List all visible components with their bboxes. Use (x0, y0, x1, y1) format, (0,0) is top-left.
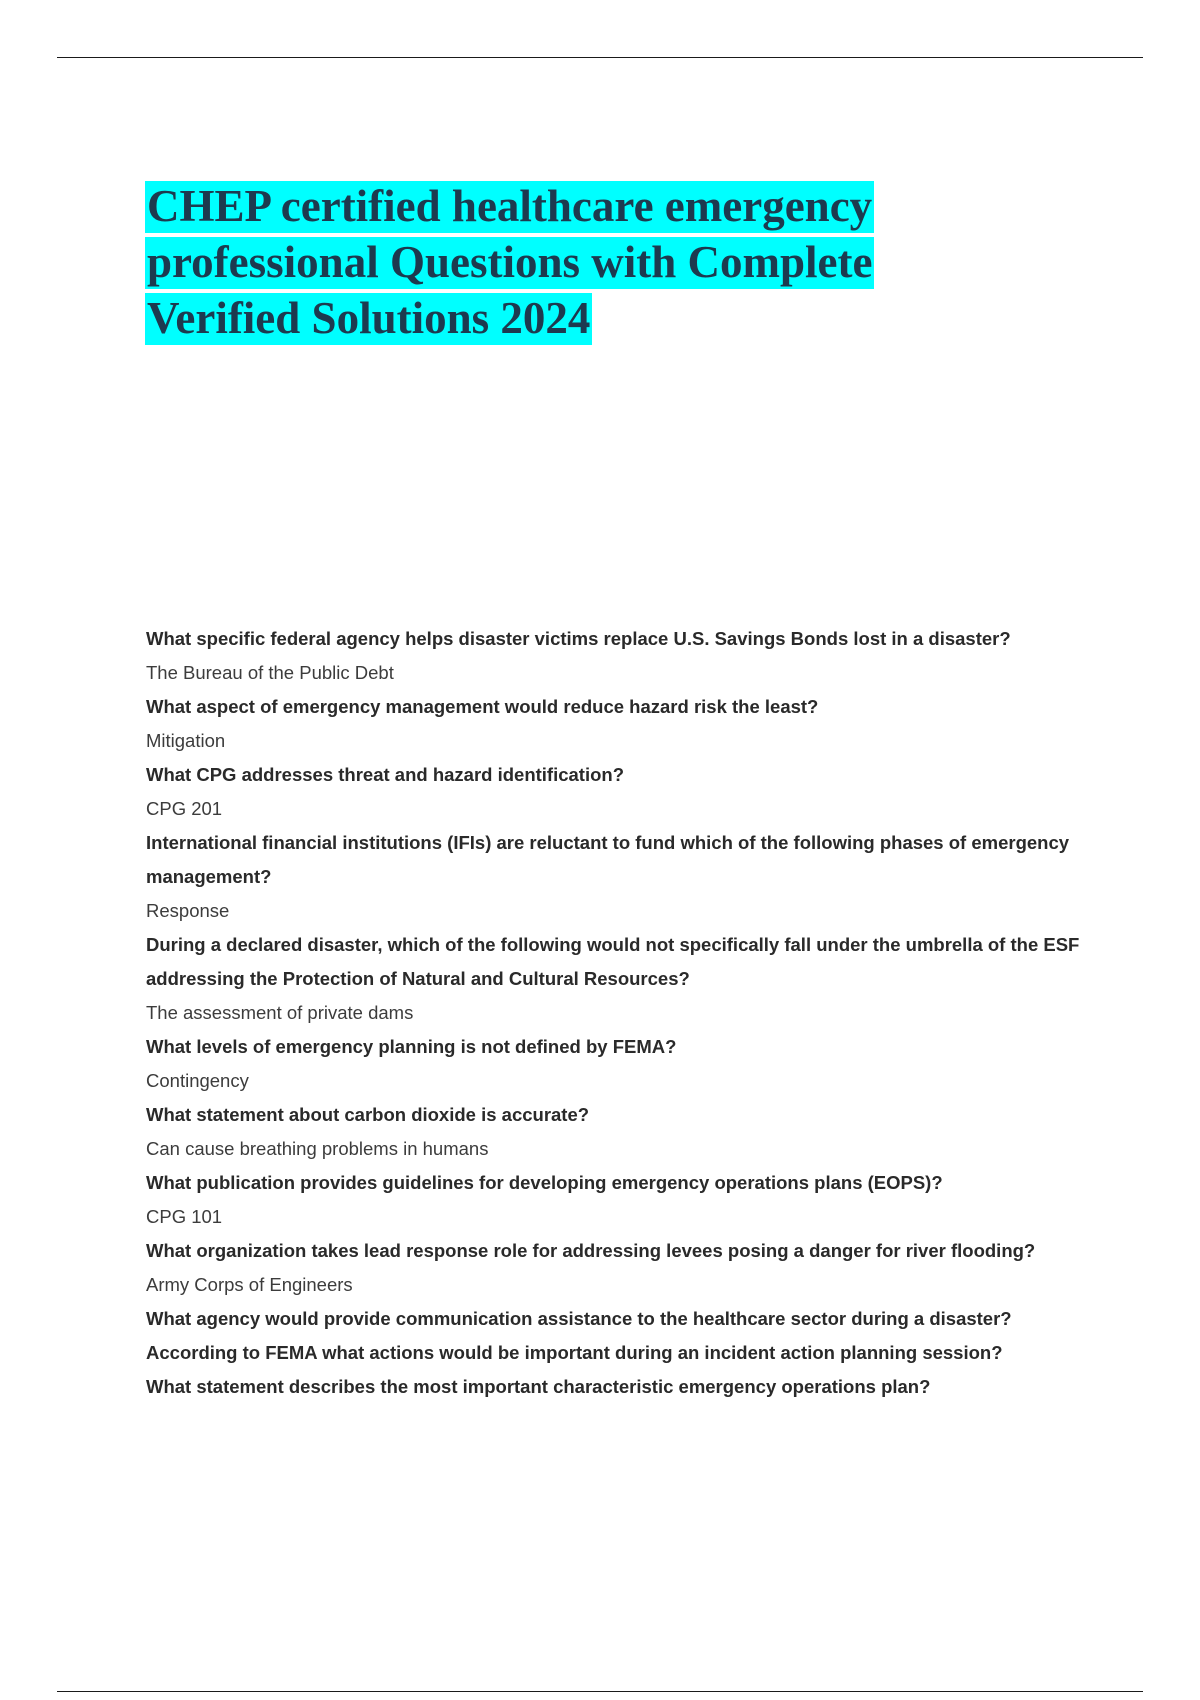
title-highlight: CHEP certified healthcare emergency professional Questions with Complete Verified Solutions 2024 (147, 181, 873, 343)
title-block (145, 178, 965, 346)
answer-8: CPG 101 (146, 1206, 223, 1227)
bottom-rule (57, 1691, 1143, 1692)
qa-list (146, 622, 1106, 1404)
question-11: According to FEMA what actions would be important during an incident action planning session? (146, 1342, 1003, 1363)
question-7: What statement about carbon dioxide is accurate? (146, 1104, 590, 1125)
document-title (145, 178, 965, 346)
question-6: What levels of emergency planning is not defined by FEMA? (146, 1036, 677, 1057)
question-5: During a declared disaster, which of the following would not specifically fall under the umbrella of the ESF addressing the Protection of Natural and Cultural Resources? (146, 934, 1080, 989)
top-rule (57, 57, 1143, 58)
question-12: What statement describes the most important characteristic emergency operations plan? (146, 1376, 931, 1397)
question-3: What CPG addresses threat and hazard identification? (146, 764, 625, 785)
answer-4: Response (146, 900, 230, 921)
answer-6: Contingency (146, 1070, 249, 1091)
answer-5: The assessment of private dams (146, 1002, 414, 1023)
question-8: What publication provides guidelines for developing emergency operations plans (EOPS)? (146, 1172, 943, 1193)
answer-7: Can cause breathing problems in humans (146, 1138, 489, 1159)
question-2: What aspect of emergency management would reduce hazard risk the least? (146, 696, 819, 717)
answer-3: CPG 201 (146, 798, 223, 819)
question-10: What agency would provide communication assistance to the healthcare sector during a disaster? (146, 1308, 1012, 1329)
question-9: What organization takes lead response role for addressing levees posing a danger for river flooding? (146, 1240, 1036, 1261)
question-1: What specific federal agency helps disaster victims replace U.S. Savings Bonds lost in a disaster? (146, 628, 1011, 649)
answer-2: Mitigation (146, 730, 226, 751)
answer-1: The Bureau of the Public Debt (146, 662, 394, 683)
answer-9: Army Corps of Engineers (146, 1274, 353, 1295)
question-4: International financial institutions (IFIs) are reluctant to fund which of the following phases of emergency management? (146, 832, 1070, 887)
